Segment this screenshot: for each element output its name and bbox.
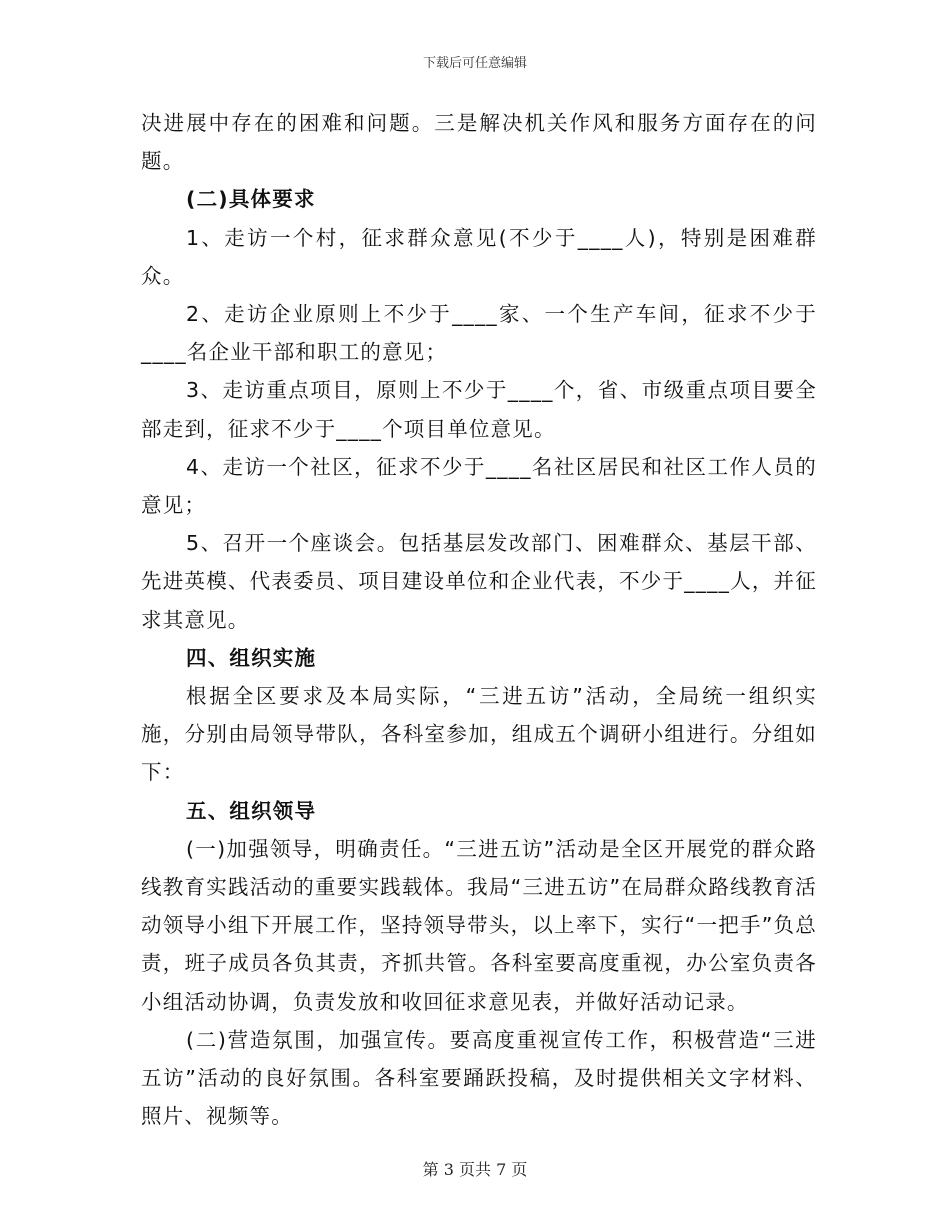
paragraph-continuation: 决进展中存在的困难和问题。三是解决机关作风和服务方面存在的问题。 — [141, 111, 817, 174]
paragraph-publicity: (二)营造氛围，加强宣传。要高度重视宣传工作，积极营造“三进五访”活动的良好氛围。各科室要踊跃投稿，及时提供相关文字材料、照片、视频等。 — [141, 1027, 817, 1129]
paragraph-implementation: 根据全区要求及本局实际，“三进五访”活动，全局统一组织实施，分别由局领导带队，各科室参加，组成五个调研小组进行。分组如下： — [141, 684, 817, 785]
document-body — [141, 104, 817, 1135]
requirement-item-3: 3、走访重点项目，原则上不少于____个，省、市级重点项目要全部走到，征求不少于____个项目单位意见。 — [141, 378, 817, 441]
section-heading-organization-leadership: 五、组织领导 — [186, 798, 317, 823]
page-header: 下载后可任意编辑 — [422, 56, 527, 71]
paragraph-leadership: (一)加强领导，明确责任。“三进五访”活动是全区开展党的群众路线教育实践活动的重要实践载体。我局“三进五访”在局群众路线教育活动领导小组下开展工作，坚持领导带头，以上率下，实行“一把手”负总责，班子成员各负其责，齐抓共管。各科室要高度重视，办公室负责各小组活动协调，负责发放和收回征求意见表，并做好活动记录。 — [141, 836, 817, 1014]
requirement-item-5: 5、召开一个座谈会。包括基层发改部门、困难群众、基层干部、先进英模、代表委员、项目建设单位和企业代表，不少于____人，并征求其意见。 — [141, 531, 817, 632]
requirement-item-1: 1、走访一个村，征求群众意见(不少于____人)，特别是困难群众。 — [141, 225, 817, 288]
section-heading-specific-requirements: (二)具体要求 — [186, 187, 316, 212]
requirement-item-2: 2、走访企业原则上不少于____家、一个生产车间，征求不少于____名企业干部和职工的意见； — [141, 302, 817, 365]
page-footer: 第 3 页共 7 页 — [422, 1160, 528, 1179]
section-heading-organization-implementation: 四、组织实施 — [186, 645, 317, 670]
requirement-item-4: 4、走访一个社区，征求不少于____名社区居民和社区工作人员的意见； — [141, 454, 817, 518]
